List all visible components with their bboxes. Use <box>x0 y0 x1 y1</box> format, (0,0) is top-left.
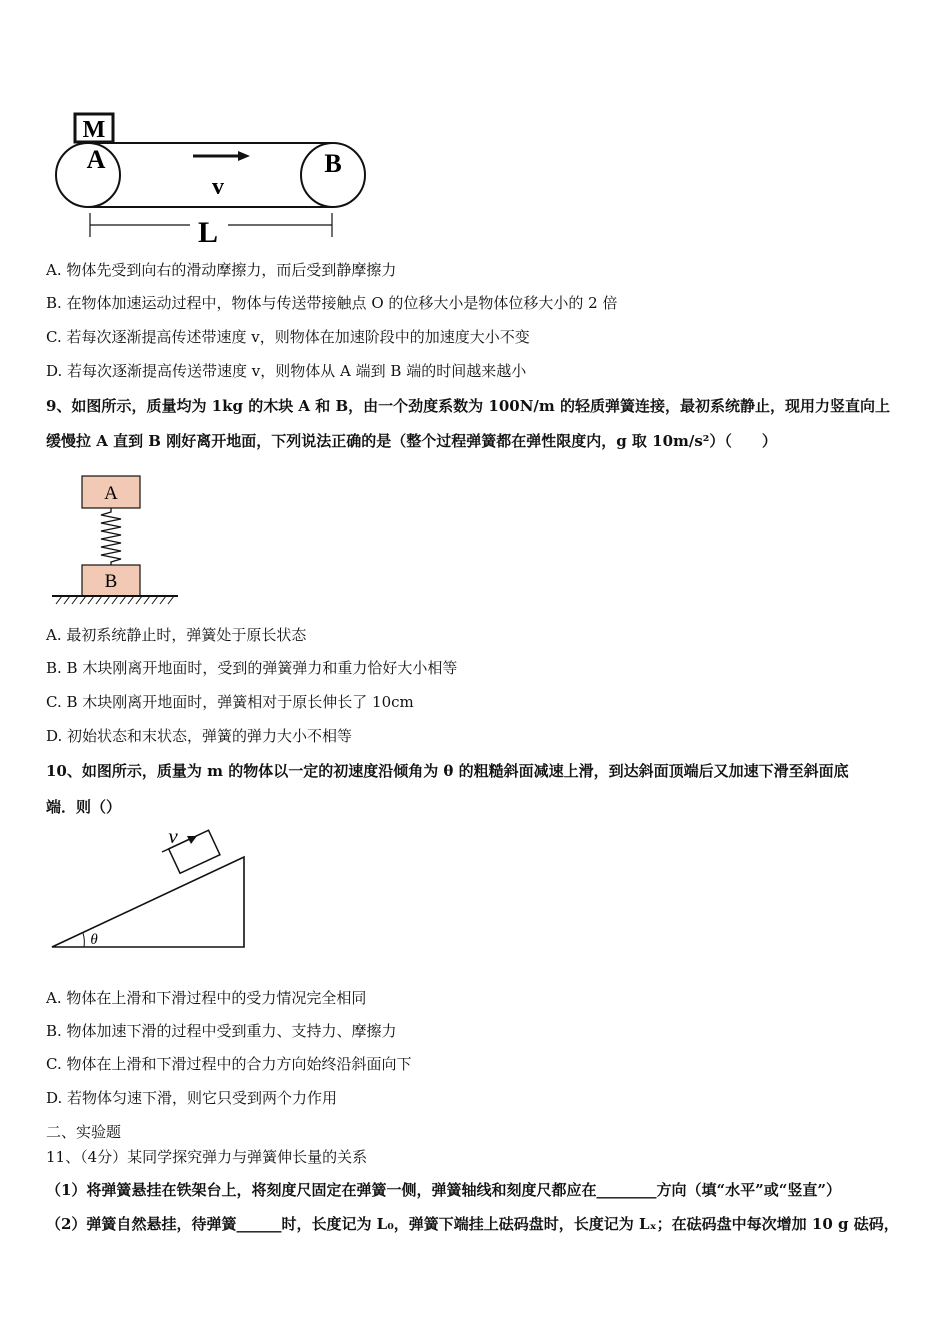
q9-stem-line1: 9、如图所示，质量均为 1kg 的木块 A 和 B，由一个劲度系数为 100N/m 的轻质弹簧连接，最初系统静止，现用力竖直向上 <box>46 397 891 415</box>
q8-option-b: B. 在物体加速运动过程中，物体与传送带接触点 O 的位移大小是物体位移大小的 2 倍 <box>46 294 618 312</box>
section-title: 二、实验题 <box>46 1123 122 1141</box>
pulley-a-label: A <box>86 145 106 174</box>
q9-option-a: A. 最初系统静止时，弹簧处于原长状态 <box>46 626 307 644</box>
q10-option-a: A. 物体在上滑和下滑过程中的受力情况完全相同 <box>46 989 367 1007</box>
q8-option-a: A. 物体先受到向右的滑动摩擦力，而后受到静摩擦力 <box>46 261 397 279</box>
q10-stem-line2: 端．则（） <box>46 798 122 816</box>
velocity-arrow-head <box>238 151 250 161</box>
angle-label: θ <box>90 932 98 948</box>
q11-part2: （2）弹簧自然悬挂，待弹簧______时，长度记为 L₀，弹簧下端挂上砝码盘时，长度记为 Lₓ；在砝码盘中每次增加 10 g 砝码， <box>46 1215 899 1233</box>
q11-part1: （1）将弹簧悬挂在铁架台上，将刻度尺固定在弹簧一侧，弹簧轴线和刻度尺都应在________方向（填“水平”或“竖直”） <box>46 1181 841 1199</box>
q11-stem: 11、（4分）某同学探究弹力与弹簧伸长量的关系 <box>46 1148 368 1166</box>
incline <box>52 857 244 947</box>
conveyor-belt-figure <box>50 112 380 247</box>
angle-arc <box>83 933 84 947</box>
velocity-label: v <box>168 826 178 848</box>
q9-option-c: C. B 木块刚离开地面时，弹簧相对于原长伸长了 10cm <box>46 693 414 711</box>
length-label: L <box>197 216 219 247</box>
block-m-label: M <box>82 117 106 143</box>
spring <box>101 508 121 565</box>
pulley-b-label: B <box>324 149 342 178</box>
q8-option-d: D. 若每次逐渐提高传送带速度 v，则物体从 A 端到 B 端的时间越来越小 <box>46 362 527 380</box>
q10-stem-line1: 10、如图所示，质量为 m 的物体以一定的初速度沿倾角为 θ 的粗糙斜面减速上滑，到达斜面顶端后又加速下滑至斜面底 <box>46 762 849 780</box>
incline-figure <box>50 826 250 951</box>
velocity-label: v <box>212 174 224 200</box>
q8-option-c: C. 若每次逐渐提高传述带速度 v，则物体在加速阶段中的加速度大小不变 <box>46 328 530 346</box>
q9-option-d: D. 初始状态和末状态，弹簧的弹力大小不相等 <box>46 727 353 745</box>
block-b-label: B <box>104 571 118 592</box>
q9-option-b: B. B 木块刚离开地面时，受到的弹簧弹力和重力恰好大小相等 <box>46 659 458 677</box>
spring-blocks-figure <box>50 474 185 609</box>
block-a-label: A <box>104 483 118 504</box>
q10-option-d: D. 若物体匀速下滑，则它只受到两个力作用 <box>46 1089 338 1107</box>
q10-option-b: B. 物体加速下滑的过程中受到重力、支持力、摩擦力 <box>46 1022 397 1040</box>
ground-hatch <box>56 596 174 604</box>
q10-option-c: C. 物体在上滑和下滑过程中的合力方向始终沿斜面向下 <box>46 1055 412 1073</box>
q9-stem-line2: 缓慢拉 A 直到 B 刚好离开地面，下列说法正确的是（整个过程弹簧都在弹性限度内，g 取 10m/s²）（ ） <box>46 432 777 450</box>
